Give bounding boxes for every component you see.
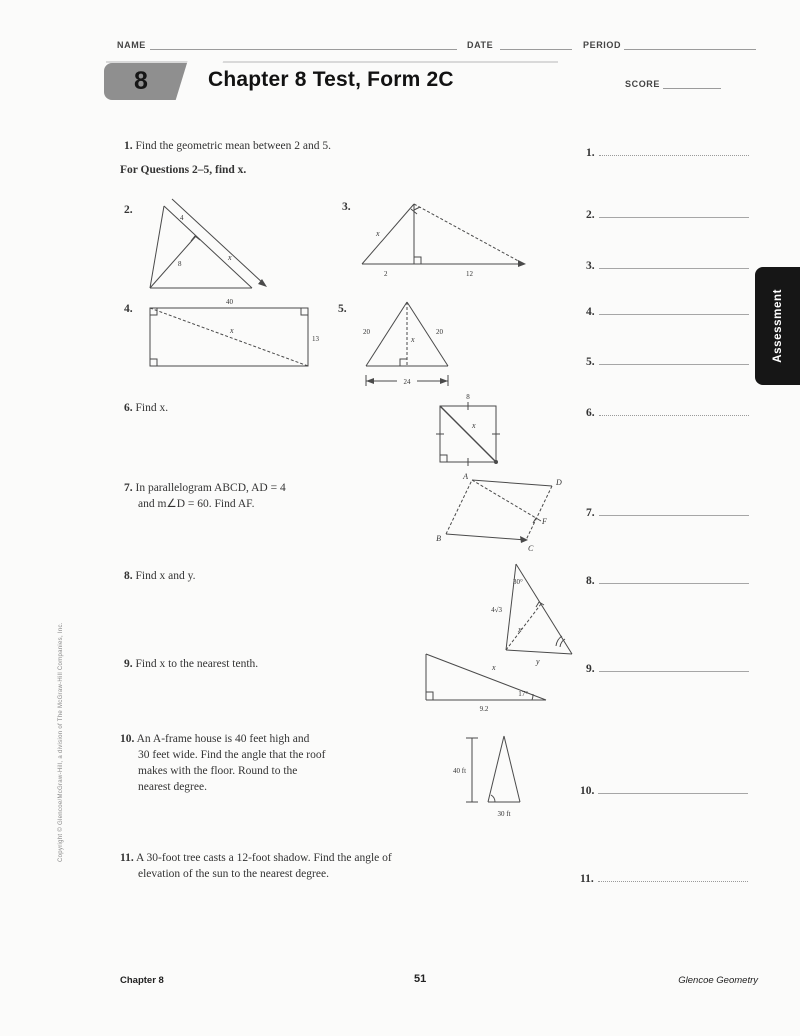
figure-label: 40 ft xyxy=(453,767,467,775)
answer-line xyxy=(599,572,749,584)
question-11-text: 11. A 30-foot tree casts a 12-foot shadow. Find the angle of elevation of the sun to the nearest degree. xyxy=(120,852,392,880)
name-line xyxy=(150,48,457,50)
figure-label: 2 xyxy=(384,270,388,278)
answer-line xyxy=(599,404,749,416)
question-4-number: 4. xyxy=(124,303,133,315)
figure-label: 4 xyxy=(180,214,184,222)
answer-line xyxy=(599,660,749,672)
page-title: Chapter 8 Test, Form 2C xyxy=(208,68,454,91)
question-3-number: 3. xyxy=(342,201,351,213)
figure-label: 13 xyxy=(312,335,319,343)
question-10-number: 10. xyxy=(120,733,135,745)
period-label: PERIOD xyxy=(583,40,622,50)
question-9-number: 9. xyxy=(124,658,133,670)
answer-line xyxy=(599,144,749,156)
figure-label: 8 xyxy=(178,260,182,268)
figure-label: B xyxy=(436,534,441,543)
footer-chapter: Chapter 8 xyxy=(120,975,164,986)
question-5-number: 5. xyxy=(338,303,347,315)
figure-q4-rectangle-diagonal xyxy=(140,296,322,378)
question-2-number: 2. xyxy=(124,204,133,216)
directions-2-5: For Questions 2–5, find x. xyxy=(120,164,247,176)
figure-label: A xyxy=(463,472,468,481)
answer-blank-3: 3. xyxy=(586,256,749,274)
question-6-number: 6. xyxy=(124,402,133,414)
answer-blank-2: 2. xyxy=(586,205,749,223)
figure-label: 20 xyxy=(436,328,443,336)
answer-blank-9: 9. xyxy=(586,659,749,677)
date-line xyxy=(500,48,572,50)
question-9-text: 9. Find x to the nearest tenth. xyxy=(124,658,259,670)
figure-q3-right-triangle-altitude xyxy=(356,196,531,280)
figure-label: 30° xyxy=(513,578,523,586)
figure-label: x xyxy=(228,253,232,262)
answer-blank-8: 8. xyxy=(586,571,749,589)
figure-q7-parallelogram xyxy=(438,472,568,554)
figure-label: 40 xyxy=(226,298,233,306)
figure-label: 12 xyxy=(466,270,473,278)
figure-label: y xyxy=(536,657,540,666)
answer-line xyxy=(599,257,749,269)
answer-line xyxy=(599,206,749,218)
answer-blank-10: 10. xyxy=(580,781,748,799)
figure-label: 8 xyxy=(466,393,470,401)
answer-line xyxy=(599,303,749,315)
figure-q9-right-triangle xyxy=(414,648,554,714)
answer-blank-1: 1. xyxy=(586,143,749,161)
figure-label: x xyxy=(411,335,415,344)
answer-line xyxy=(598,870,748,882)
figure-label: C xyxy=(528,544,534,553)
answer-blank-5: 5. xyxy=(586,352,749,370)
name-label: NAME xyxy=(117,40,146,50)
question-8-number: 8. xyxy=(124,570,133,582)
answer-blank-4: 4. xyxy=(586,302,749,320)
assessment-tab xyxy=(755,267,800,385)
answer-blank-11: 11. xyxy=(580,869,748,887)
figure-label: 20 xyxy=(363,328,370,336)
chapter-badge-number: 8 xyxy=(134,67,148,95)
figure-label: x xyxy=(230,326,234,335)
footer-page-number: 51 xyxy=(414,973,427,985)
figure-q6-square-diagonal xyxy=(428,390,508,472)
figure-label: D xyxy=(556,478,562,487)
figure-q10-aframe-triangle xyxy=(452,728,536,822)
question-8-text: 8. Find x and y. xyxy=(124,570,196,582)
figure-label: x xyxy=(518,625,522,634)
answer-blank-6: 6. xyxy=(586,403,749,421)
score-line xyxy=(663,87,721,89)
figure-label: 9.2 xyxy=(479,705,489,713)
question-1-number: 1. xyxy=(124,140,133,152)
answer-line xyxy=(599,504,749,516)
question-7-number: 7. xyxy=(124,482,133,494)
figure-label: x xyxy=(376,229,380,238)
question-7-text: 7. In parallelogram ABCD, AD = 4 and m∠D = 60. Find AF. xyxy=(124,482,286,510)
figure-q2-right-triangle-altitude xyxy=(138,198,273,296)
period-line xyxy=(624,48,756,50)
question-6-text: 6. Find x. xyxy=(124,402,169,414)
figure-q5-isosceles-triangle xyxy=(352,296,462,394)
figure-label: x xyxy=(492,663,496,672)
question-10-text: 10. An A-frame house is 40 feet high and 30 feet wide. Find the angle that the roof makes with the floor. Round to the nearest degree. xyxy=(120,733,326,793)
answer-blank-7: 7. xyxy=(586,503,749,521)
answer-line xyxy=(598,782,748,794)
figure-label: F xyxy=(542,517,547,526)
date-label: DATE xyxy=(467,40,494,50)
score-label: SCORE xyxy=(625,79,661,89)
question-1-text: 1. Find the geometric mean between 2 and 5. xyxy=(124,140,331,152)
copyright-text: Copyright © Glencoe/McGraw-Hill, a division of The McGraw-Hill Companies, Inc. xyxy=(58,622,64,862)
figure-label: 4√3 xyxy=(491,606,502,614)
answer-line xyxy=(599,353,749,365)
question-11-number: 11. xyxy=(120,852,134,864)
assessment-tab-label: Assessment xyxy=(771,289,784,363)
figure-label: 17° xyxy=(518,690,528,698)
figure-label: 24 xyxy=(403,378,411,386)
footer-book-title: Glencoe Geometry xyxy=(678,975,758,986)
figure-label: x xyxy=(472,421,476,430)
figure-label: 30 ft xyxy=(497,810,511,818)
